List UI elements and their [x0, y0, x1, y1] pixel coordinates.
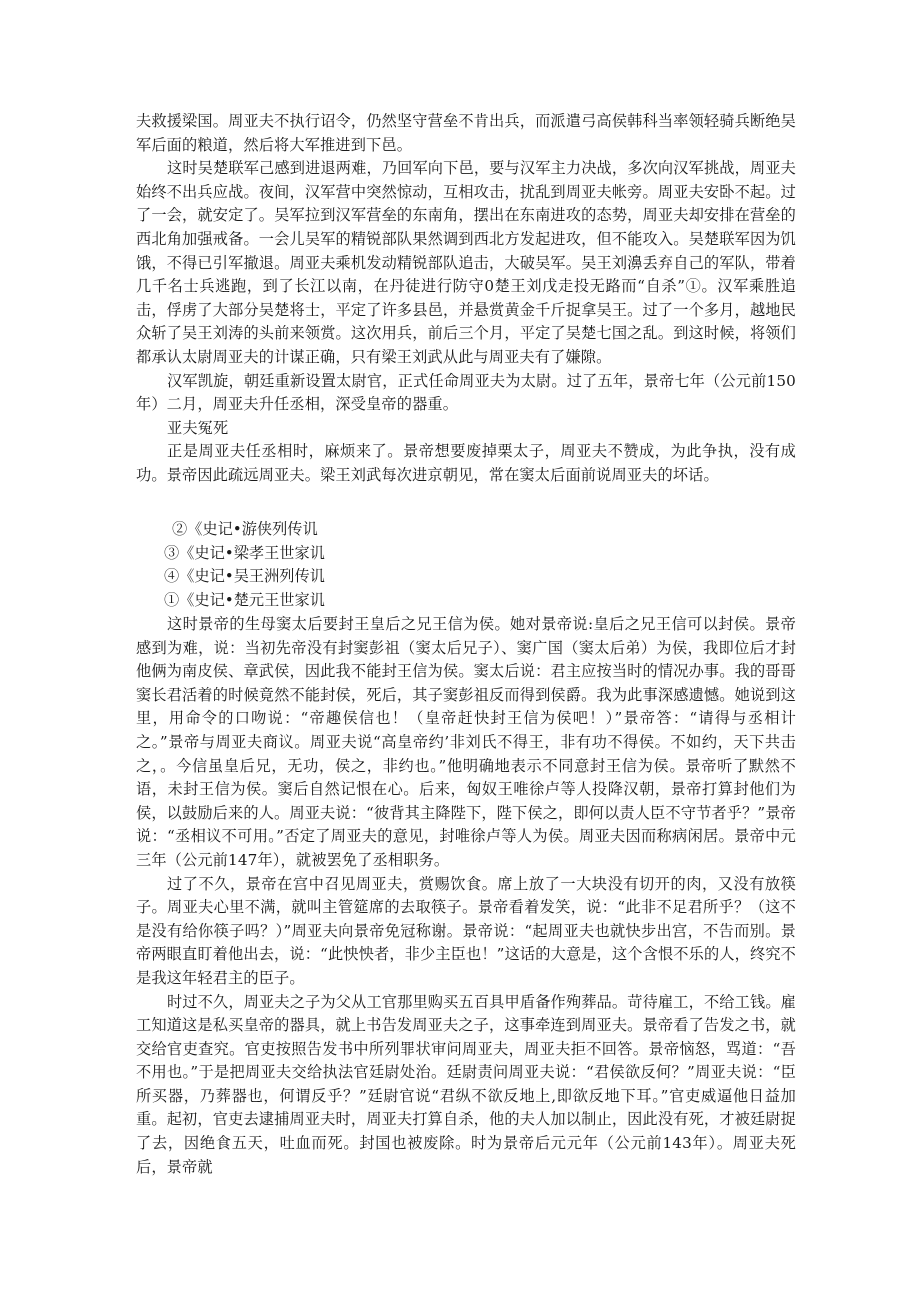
paragraph: 这时景帝的生母窦太后要封王皇后之兄王信为侯。她对景帝说:皇后之兄王信可以封侯。景帝感到为难，说：当初先帝没有封窦彭祖（窦太后兄子）、窦广国（窦太后弟）为侯，我即位后才封他俩为南皮侯、章武侯，因此我不能封王信为侯。窦太后说：君主应按当时的情况办事。我的哥哥窦长君活着的时候竟然不能封侯，死后，其子窦彭祖反而得到侯爵。我为此事深感遗憾。她说到这里，用命令的口吻说：“帝趣侯信也！（皇帝赶快封王信为侯吧！）”景帝答：“请得与丞相计之。”景帝与周亚夫商议。周亚夫说“高皇帝约’非刘氏不得王，非有功不得侯。不如约，天下共击之，。今信虽皇后兄，无功，侯之，非约也。”他明确地表示不同意封王信为侯。景帝听了默然不语，未封王信为侯。窦后自然记恨在心。后来，匈奴王唯徐卢等人投降汉朝，景帝打算封他们为侯，以鼓励后来的人。周亚夫说：“彼背其主降陛下，陛下侯之，即何以责人臣不守节者乎？”景帝说：“丞相议不可用。”否定了周亚夫的意见，封唯徐卢等人为侯。周亚夫因而称病闲居。景帝中元三年（公元前147年），就被罢免了丞相职务。 — [136, 615, 797, 869]
paragraph: 这时吴楚联军己感到进退两难，乃回军向下邑，要与汉军主力决战，多次向汉军挑战，周亚夫始终不出兵应战。夜间，汉军营中突然惊动，互相攻击，扰乱到周亚夫帐旁。周亚夫安卧不起。过了一会，就安定了。吴军拉到汉军营垒的东南角，摆出在东南进攻的态势，周亚夫却安排在营垒的西北角加强戒备。一会儿吴军的精锐部队果然调到西北方发起进攻，但不能攻入。吴楚联军因为饥饿，不得已引军撤退。周亚夫乘机发动精锐部队追击，大破吴军。吴王刘濞丢弃自己的军队，带着几千名士兵逃跑，到了长江以南，在丹徒进行防守0楚王刘戊走投无路而“自杀”①。汉军乘胜追击，俘虏了大部分吴楚将士，平定了许多县邑，并悬赏黄金千斤捉拿吴王。过了一个多月，越地民众斩了吴王刘涛的头前来领赏。这次用兵，前后三个月，平定了吴楚七国之乱。到这时候，将领们都承认太尉周亚夫的计谋正确，只有梁王刘武从此与周亚夫有了嫌隙。 — [136, 159, 796, 366]
footnote-item: ①《史记•楚元王世家讥 — [164, 590, 325, 609]
text-section-lower — [136, 613, 796, 1179]
footnote-item: ②《史记•游侠列传讥 — [172, 520, 318, 538]
text-section-upper — [136, 110, 796, 488]
paragraph: 正是周亚夫任丞相时，麻烦来了。景帝想要废掉栗太子，周亚夫不赞成，为此争执，没有成功。景帝因此疏远周亚夫。梁王刘武每次进京朝见，常在窦太后面前说周亚夫的坏话。 — [136, 442, 796, 484]
paragraph: 时过不久，周亚夫之子为父从工官那里购买五百具甲盾备作殉葬品。苛待雇工，不给工钱。雇工知道这是私买皇帝的器具，就上书告发周亚夫之子，这事牵连到周亚夫。景帝看了告发之书，就交给官吏查究。官吏按照告发书中所列罪状审问周亚夫，周亚夫拒不回答。景帝恼怒，骂道：“吾不用也。”于是把周亚夫交给执法官廷尉处治。廷尉责问周亚夫说：“君侯欲反何？”周亚夫说：“臣所买器，乃葬器也，何谓反乎？”廷尉官说“君纵不欲反地上,即欲反地下耳。”官吏威逼他日益加重。起初，官吏去逮捕周亚夫时，周亚夫打算自杀，他的夫人加以制止，因此没有死，才被廷尉捉了去，因绝食五天，吐血而死。封国也被废除。时为景帝后元元年（公元前143年）。周亚夫死后，景帝就 — [136, 992, 796, 1176]
footnote-item: ④《史记•吴王洲列传讥 — [164, 567, 325, 586]
paragraph: 汉军凯旋，朝廷重新设置太尉官，正式任命周亚夫为太尉。过了五年，景帝七年（公元前150年）二月，周亚夫升任丞相，深受皇帝的器重。 — [136, 371, 796, 414]
footnote-item: ③《史记•梁孝王世家讥 — [164, 543, 325, 562]
section-heading: 亚夫冤死 — [167, 418, 229, 437]
footnote-list — [136, 518, 796, 612]
paragraph: 过了不久，景帝在宫中召见周亚夫，赏赐饮食。席上放了一大块没有切开的肉，又没有放筷子。周亚夫心里不满，就叫主管筵席的去取筷子。景帝看着发笑，说：“此非不足君所乎？（这不是没有给你筷子吗？）”周亚夫向景帝免冠称谢。景帝说：“起周亚夫也就快步出宫，不告而别。景帝两眼直盯着他出去，说：“此怏怏者，非少主臣也！”这话的大意是，这个含恨不乐的人，终究不是我这年轻君主的臣子。 — [136, 874, 797, 987]
paragraph: 夫救援梁国。周亚夫不执行诏令，仍然坚守营垒不肯出兵，而派遣弓高侯韩科当率领轻骑兵断绝吴军后面的粮道，然后将大军推进到下邑。 — [136, 112, 796, 154]
